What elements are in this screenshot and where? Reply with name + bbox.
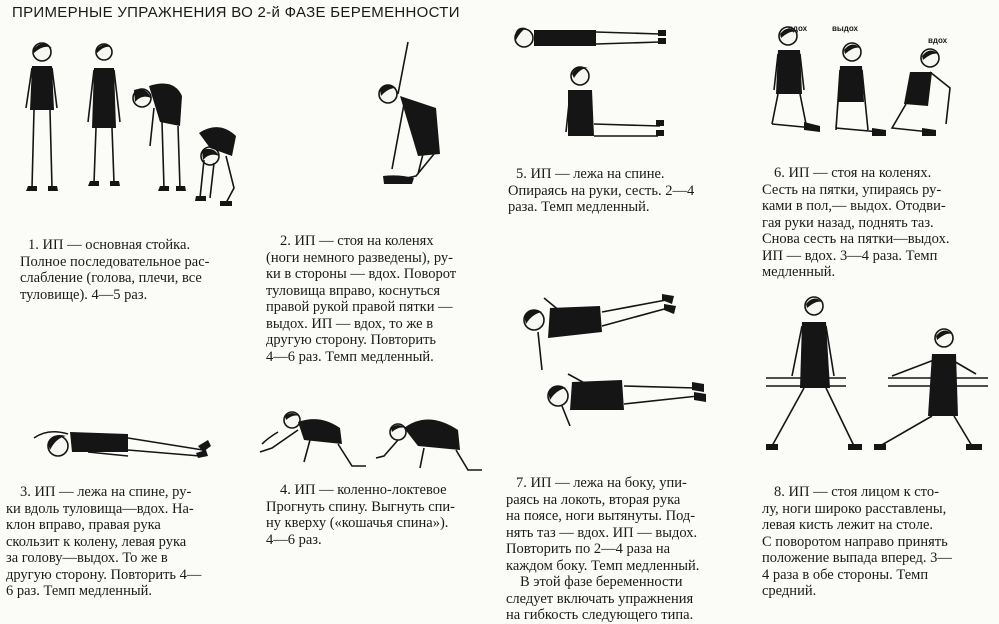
caption-line: 5. ИП — лежа на спине. (516, 166, 665, 182)
caption-line: медленный. (762, 264, 836, 280)
figure-exercise-5 (510, 24, 672, 146)
caption-line: Полное последовательное рас- (20, 253, 210, 270)
caption-exercise-3 (6, 484, 238, 600)
caption-exercise-1 (20, 237, 245, 303)
caption-line: другую сторону. Повторить 4— (6, 566, 202, 583)
caption-line: ки вдоль туловища—вдох. На- (6, 500, 194, 517)
exhale-label: выдох (832, 24, 858, 33)
inhale-label: вдох (788, 24, 808, 33)
caption-line: левая кисть лежит на столе. (762, 517, 934, 533)
page-title: ПРИМЕРНЫЕ УПРАЖНЕНИЯ ВО 2-й ФАЗЕ БЕРЕМЕННОСТИ (12, 4, 460, 21)
caption-line: раза. Темп медленный. (508, 199, 650, 215)
caption-line: туловища вправо, коснуться (266, 282, 441, 299)
caption-line: туловище). 4—5 раз. (20, 286, 148, 303)
caption-line: другую сторону. Повторить (266, 332, 437, 348)
caption-line: каждом боку. Темп медленный. (506, 557, 700, 574)
inhale-label-2: вдох (928, 36, 948, 45)
caption-line: ки в стороны — вдох. Поворот (266, 266, 457, 282)
caption-line: В этой фазе беременности (520, 574, 683, 590)
caption-line: 6 раз. Темп медленный. (6, 583, 152, 599)
caption-line: 4 раза в обе стороны. Темп (762, 566, 929, 583)
figure-exercise-3 (28, 420, 214, 466)
caption-line: нять таз — вдох. ИП — выдох. (506, 524, 698, 541)
caption-exercise-5 (508, 166, 720, 216)
caption-exercise-8 (762, 484, 984, 600)
caption-line: слабление (голова, плечи, все (20, 270, 202, 286)
caption-line: положение выпада вперед. 3— (762, 550, 952, 566)
caption-line: 4—6 раз. (266, 531, 322, 548)
figure-exercise-1 (14, 38, 244, 208)
caption-line: за голову—выдох. То же в (6, 550, 168, 566)
figure-exercise-8 (762, 296, 992, 458)
caption-line: раясь на локоть, вторая рука (506, 491, 681, 508)
caption-line: (ноги немного разведены), ру- (266, 249, 453, 266)
caption-line: 7. ИП — лежа на боку, упи- (516, 475, 687, 491)
caption-line: на гибкость следующего типа. (506, 607, 694, 623)
caption-line: Снова сесть на пятки—выдох. (762, 231, 950, 247)
caption-line: клон вправо, правая рука (6, 517, 161, 533)
caption-line: 4—6 раз. Темп медленный. (266, 348, 434, 365)
figure-exercise-4 (258, 410, 484, 476)
caption-line: лу, ноги широко расставлены, (762, 500, 947, 517)
caption-line: С поворотом направо принять (762, 533, 948, 550)
caption-line: 3. ИП — лежа на спине, ру- (20, 484, 192, 500)
caption-line: 2. ИП — стоя на коленях (280, 233, 434, 249)
caption-line: правой рукой правой пятки — (266, 299, 453, 315)
caption-exercise-2 (266, 233, 484, 365)
caption-line: 4. ИП — коленно-локтевое (280, 482, 447, 498)
caption-line: Прогнуть спину. Выгнуть спи- (266, 498, 455, 515)
caption-exercise-6 (762, 165, 984, 281)
caption-line: скользит к колену, левая рука (6, 533, 187, 550)
caption-line: Сесть на пятки, упираясь ру- (762, 181, 942, 198)
caption-line: Опираясь на руки, сесть. 2—4 (508, 182, 695, 199)
caption-line: ИП — вдох. 3—4 раза. Темп (762, 247, 938, 264)
caption-line: гая руки назад, поднять таз. (762, 214, 934, 231)
caption-line: средний. (762, 583, 817, 599)
caption-line: 6. ИП — стоя на коленях. (774, 165, 932, 181)
caption-line: ками в пол,— выдох. Отодви- (762, 198, 946, 214)
figure-exercise-7 (510, 286, 712, 426)
caption-line: на поясе, ноги вытянуты. Под- (506, 508, 696, 524)
figure-exercise-2 (368, 34, 478, 194)
caption-line: 1. ИП — основная стойка. (28, 237, 191, 253)
caption-exercise-7 (506, 475, 722, 624)
caption-line: ну кверху («кошачья спина»). (266, 515, 449, 531)
caption-line: следует включать упражнения (506, 590, 694, 607)
caption-line: Повторить по 2—4 раза на (506, 541, 671, 557)
caption-line: 8. ИП — стоя лицом к сто- (774, 484, 939, 500)
caption-exercise-4 (266, 482, 484, 548)
caption-line: выдох. ИП — вдох, то же в (266, 315, 434, 332)
